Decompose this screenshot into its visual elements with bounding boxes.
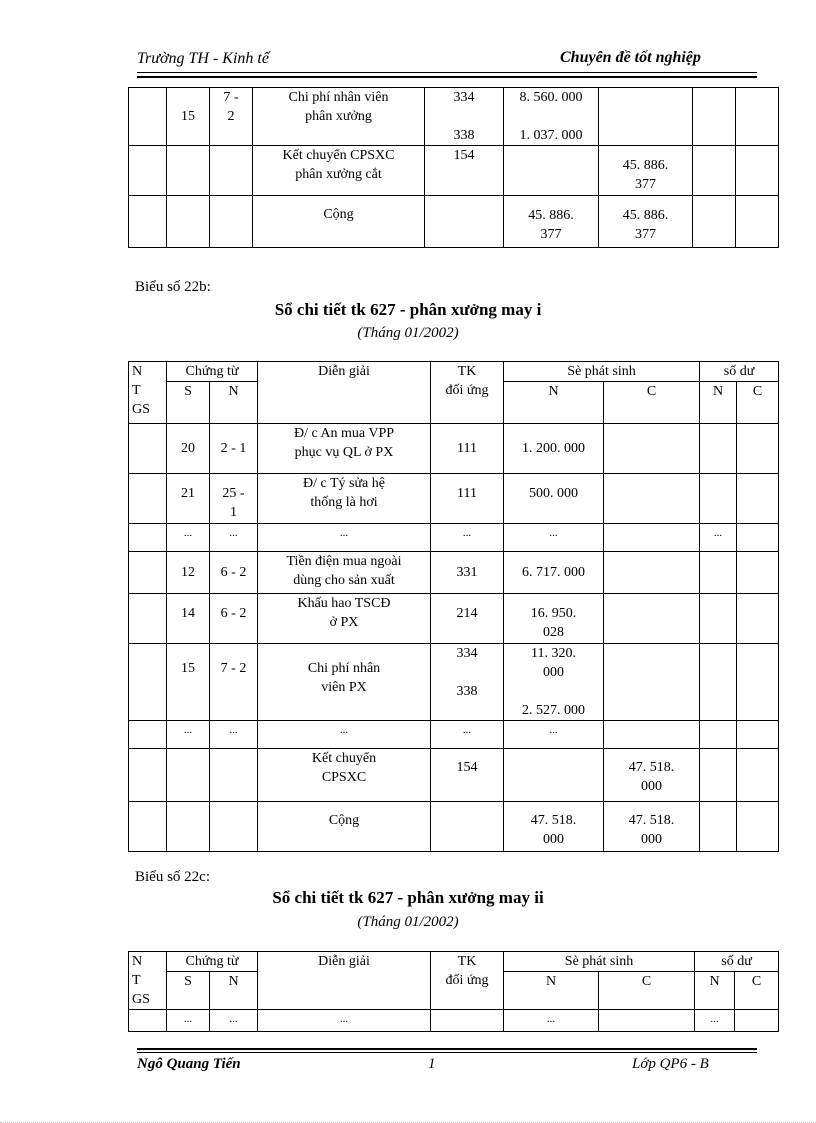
cell-debit: 47. 518. 000 [504,802,604,852]
cell-s: ... [167,721,210,749]
header-topic: Chuyên đề tốt nghiệp [560,49,701,66]
col-ntgs: N T GS [129,952,167,1010]
table-row [129,644,779,721]
section-c-label: Biểu số 22c: [135,869,210,885]
table-head-row [129,952,779,972]
cell-desc: ... [258,721,431,749]
cell-credit [604,594,700,644]
cell-desc: ... [258,524,431,552]
cell-tk: 334 338 [431,644,504,721]
cell-balance-debit [700,749,737,802]
cell-tk [425,196,504,248]
cell-desc: Tiền điện mua ngoài dùng cho sản xuất [258,552,431,594]
cell-balance-debit [700,474,737,524]
cell-desc: Kết chuyển CPSXC [258,749,431,802]
cell-balance-credit [737,721,779,749]
footer-page-number: 1 [428,1056,436,1072]
cell-balance-credit [737,644,779,721]
cell-s: 20 [167,424,210,474]
table-row [129,146,779,196]
cell-balance-debit [700,802,737,852]
table-row [129,594,779,644]
cell-debit: 1. 200. 000 [504,424,604,474]
header-rule-thin [137,72,757,73]
cell-balance-debit [700,644,737,721]
cell-balance-credit [737,594,779,644]
cell-credit: 45. 886. 377 [599,146,693,196]
cell-debit: 6. 717. 000 [504,552,604,594]
cell-desc: Cộng [258,802,431,852]
cell-tk: 334 338 [425,88,504,146]
cell-credit: 47. 518. 000 [604,749,700,802]
section-c-subtitle: (Tháng 01/2002) [357,914,459,930]
cell-n [210,196,253,248]
cell-desc: Kết chuyển CPSXC phân xưởng cắt [253,146,425,196]
table-row [129,749,779,802]
col-chungtu: Chứng từ [167,362,258,382]
header-school: Trường TH - Kinh tế [137,50,269,67]
cell-n: 6 - 2 [210,594,258,644]
cell-desc: Chi phí nhân viên PX [258,644,431,721]
cell-n [210,146,253,196]
cell-n: 7 - 2 [210,88,253,146]
cell-balance-debit [693,88,736,146]
ledger-table-22c [128,951,779,1032]
cell-balance-credit [737,749,779,802]
footer-class: Lớp QP6 - B [632,1056,709,1072]
cell-n: ... [210,524,258,552]
table-row [129,1010,779,1032]
cell-balance-debit [700,721,737,749]
col-s: S [167,382,210,424]
col-sodu: số dư [695,952,779,972]
cell-balance-debit: ... [700,524,737,552]
col-sodu: số dư [700,362,779,382]
cell-desc: ... [258,1010,431,1032]
cell-s: ... [167,1010,210,1032]
table-row [129,721,779,749]
section-c-title: Sổ chi tiết tk 627 - phân xưởng may ii [272,888,544,907]
section-b-title: Sổ chi tiết tk 627 - phân xưởng may i [274,300,542,319]
cell-credit [604,424,700,474]
cell-credit [604,524,700,552]
cell-s: ... [167,524,210,552]
cell-debit: 16. 950. 028 [504,594,604,644]
cell-tk: 154 [431,749,504,802]
cell-tk: 154 [425,146,504,196]
cell-balance-credit [737,552,779,594]
cell-balance-debit [693,146,736,196]
col-sd-c: C [737,382,779,424]
cell-debit [504,146,599,196]
cell-debit: 11. 320. 000 2. 527. 000 [504,644,604,721]
cell-desc: Đ/ c Tý sửa hệ thống là hơi [258,474,431,524]
col-n: N [210,972,258,1010]
col-diengiai: Diễn giải [258,952,431,1010]
col-n: N [210,382,258,424]
col-diengiai: Diễn giải [258,362,431,424]
cell-credit [599,1010,695,1032]
footer-author: Ngô Quang Tiến [137,1056,241,1072]
col-ps-n: N [504,972,599,1010]
cell-balance-credit [737,802,779,852]
cell-s [167,196,210,248]
table-row [129,802,779,852]
cell-balance-debit [700,594,737,644]
col-tk: TK đối ứng [431,952,504,1010]
cell-debit: ... [504,721,604,749]
cell-credit [604,474,700,524]
cell-desc: Khấu hao TSCĐ ở PX [258,594,431,644]
cell-n: ... [210,1010,258,1032]
cell-credit: 45. 886. 377 [599,196,693,248]
cell-tk: 214 [431,594,504,644]
col-phatsinh: Sè phát sinh [504,362,700,382]
cell-balance-credit [736,146,779,196]
table-row [129,474,779,524]
cell-tk: ... [431,721,504,749]
cell-credit [604,644,700,721]
cell-n: 7 - 2 [210,644,258,721]
col-s: S [167,972,210,1010]
cell-tk: 111 [431,424,504,474]
table-row [129,524,779,552]
cell-tk [431,802,504,852]
col-sd-n: N [695,972,735,1010]
cell-credit: 47. 518. 000 [604,802,700,852]
cell-debit: 8. 560. 000 1. 037. 000 [504,88,599,146]
cell-credit [604,552,700,594]
cell-n: ... [210,721,258,749]
cell-balance-debit: ... [695,1010,735,1032]
cell-balance-debit [693,196,736,248]
cell-n: 6 - 2 [210,552,258,594]
col-sd-c: C [735,972,779,1010]
footer-rule-thick [137,1048,757,1050]
cell-balance-credit [736,88,779,146]
section-b-subtitle: (Tháng 01/2002) [357,325,459,341]
cell-balance-credit [736,196,779,248]
section-b-label: Biểu số 22b: [135,279,211,295]
table-head-row [129,362,779,382]
cell-debit: ... [504,1010,599,1032]
cell-n: 2 - 1 [210,424,258,474]
cell-s [167,802,210,852]
cell-s: 15 [167,644,210,721]
cell-desc: Chi phí nhân viên phân xưởng [253,88,425,146]
table-row [129,88,779,146]
cell-balance-credit [737,424,779,474]
header-rule-thick [137,76,757,78]
cell-debit: 500. 000 [504,474,604,524]
cell-balance-debit [700,424,737,474]
cell-desc: Cộng [253,196,425,248]
cell-credit [604,721,700,749]
cell-s: 12 [167,552,210,594]
ledger-table-22b [128,361,779,852]
cell-tk [431,1010,504,1032]
cell-s: 14 [167,594,210,644]
col-ps-c: C [599,972,695,1010]
cell-balance-credit [737,524,779,552]
cell-n [210,749,258,802]
col-ps-c: C [604,382,700,424]
col-sd-n: N [700,382,737,424]
cell-balance-debit [700,552,737,594]
cell-debit: ... [504,524,604,552]
cell-n [210,802,258,852]
cell-debit: 45. 886. 377 [504,196,599,248]
cell-desc: Đ/ c An mua VPP phục vụ QL ở PX [258,424,431,474]
cell-credit [599,88,693,146]
cell-tk: 331 [431,552,504,594]
cell-s [167,749,210,802]
col-tk: TK đối ứng [431,362,504,424]
cell-n: 25 - 1 [210,474,258,524]
ledger-table-continuation [128,87,779,248]
cell-balance-credit [735,1010,779,1032]
cell-debit [504,749,604,802]
table-row [129,552,779,594]
table-row [129,196,779,248]
table-row [129,424,779,474]
cell-s: 15 [167,88,210,146]
col-phatsinh: Sè phát sinh [504,952,695,972]
col-ntgs: N T GS [129,362,167,424]
cell-tk: ... [431,524,504,552]
footer-rule-thin [137,1052,757,1053]
cell-s [167,146,210,196]
col-chungtu: Chứng từ [167,952,258,972]
cell-s: 21 [167,474,210,524]
cell-balance-credit [737,474,779,524]
cell-tk: 111 [431,474,504,524]
col-ps-n: N [504,382,604,424]
